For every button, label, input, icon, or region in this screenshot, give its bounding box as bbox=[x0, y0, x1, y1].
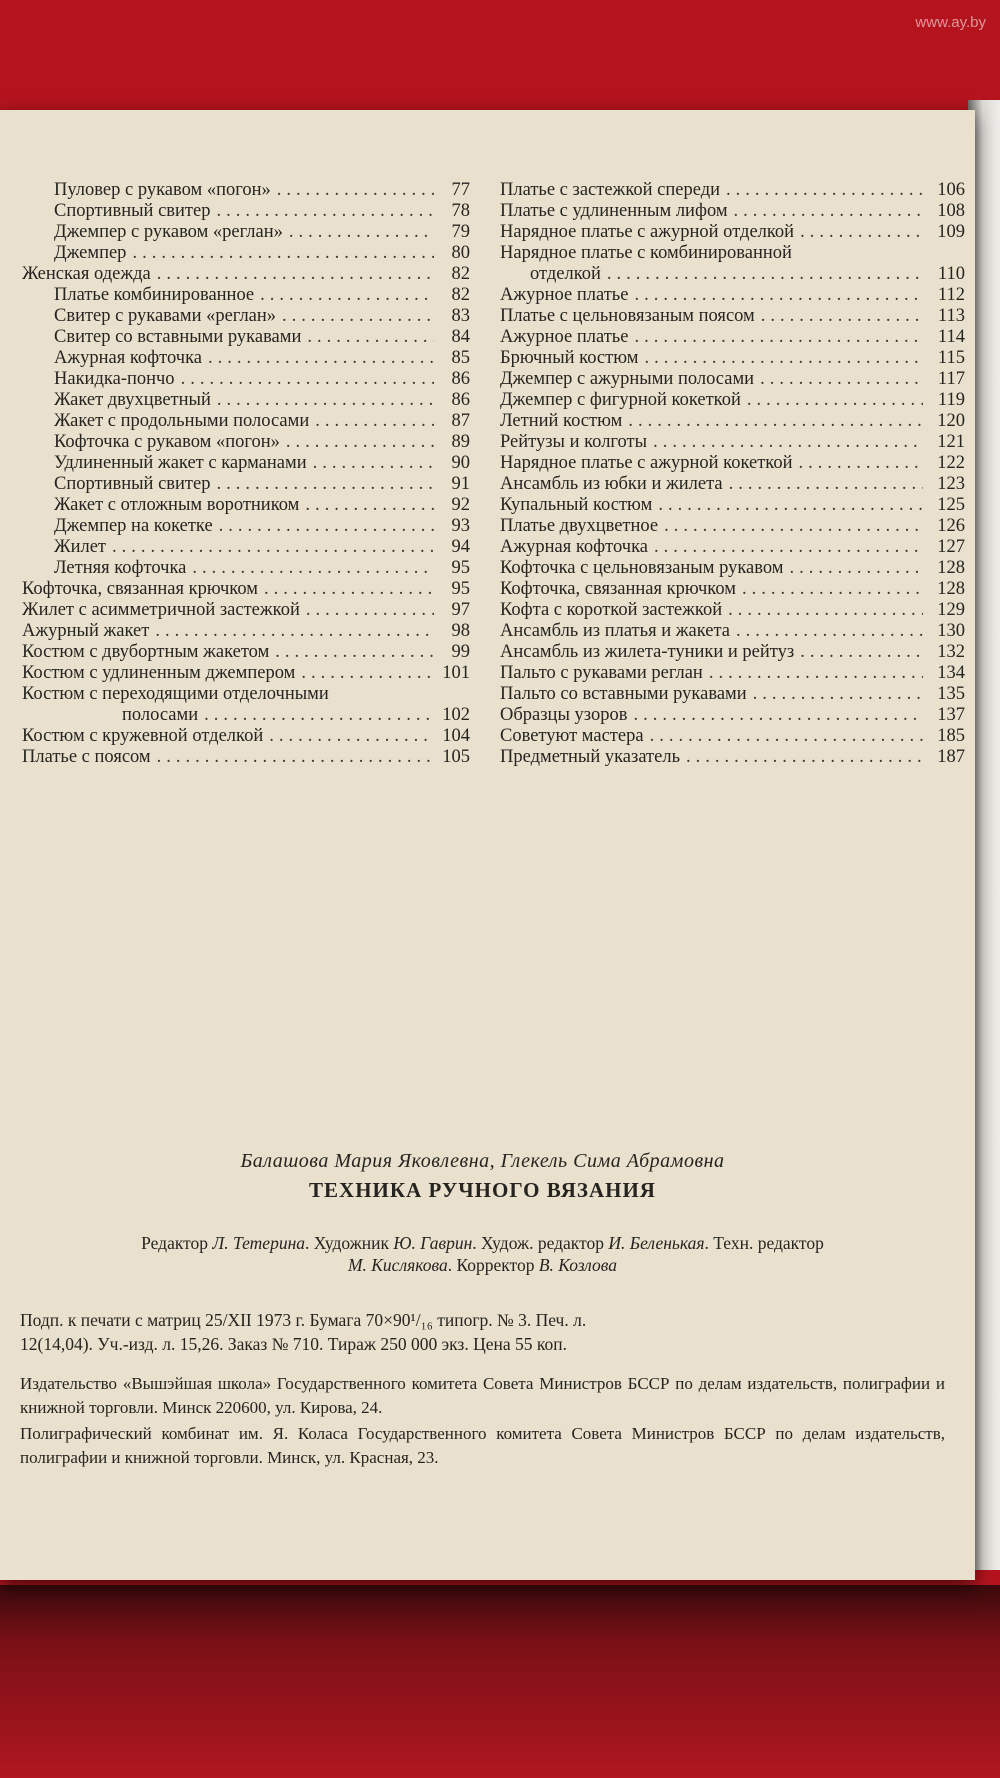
toc-entry bbox=[500, 285, 965, 306]
toc-entry-page: 86 bbox=[451, 369, 470, 389]
toc-entry-title: Платье с застежкой спереди bbox=[500, 180, 721, 200]
toc-entry-title: Костюм с переходящими отделочными bbox=[22, 684, 329, 704]
toc-leader-dots bbox=[654, 537, 923, 558]
toc-entry-title: Предметный указатель bbox=[500, 747, 681, 767]
toc-leader-dots bbox=[607, 264, 923, 285]
toc-leader-dots bbox=[633, 705, 923, 726]
toc-entry-title: Жакет двухцветный bbox=[54, 390, 211, 410]
toc-entry-title: Костюм с кружевной отделкой bbox=[22, 726, 264, 746]
toc-entry-title: отделкой bbox=[530, 264, 601, 284]
imprint-line-2: 12(14,04). Уч.-изд. л. 15,26. Заказ № 710. Тираж 250 000 экз. Цена 55 коп. bbox=[20, 1334, 567, 1354]
toc-entry-title: Ансамбль из юбки и жилета bbox=[500, 474, 723, 494]
toc-leader-dots bbox=[800, 222, 923, 243]
toc-entry-page: 79 bbox=[451, 222, 470, 242]
toc-entry-title: Кофточка с цельновязаным рукавом bbox=[500, 558, 784, 578]
toc-leader-dots bbox=[306, 600, 434, 621]
toc-entry-title: Джемпер bbox=[54, 243, 127, 263]
publisher-info: Издательство «Вышэйшая школа» Государственного комитета Совета Министров БССР по делам издательств, полиграфии и книжной торговли. Минск 220600, ул. Кирова, 24. bbox=[20, 1374, 945, 1417]
toc-leader-dots bbox=[650, 726, 923, 747]
toc-entry-page: 117 bbox=[937, 369, 965, 389]
toc-leader-dots bbox=[728, 600, 923, 621]
toc-entry-page: 83 bbox=[451, 306, 470, 326]
toc-entry-title: Советуют мастера bbox=[500, 726, 644, 746]
toc-entry-title: Ажурное платье bbox=[500, 285, 629, 305]
toc-entry-page: 85 bbox=[451, 348, 470, 368]
toc-entry-page: 130 bbox=[937, 621, 965, 641]
toc-entry bbox=[500, 684, 965, 705]
toc-entry bbox=[22, 600, 470, 621]
toc-entry-title: Жакет с отложным воротником bbox=[54, 495, 300, 515]
toc-entry-title: Ажурное платье bbox=[500, 327, 629, 347]
toc-entry bbox=[22, 705, 470, 726]
toc-entry bbox=[22, 579, 470, 600]
editor-name: Л. Тетерина bbox=[212, 1233, 305, 1253]
toc-leader-dots bbox=[216, 201, 434, 222]
toc-entry-page: 108 bbox=[937, 201, 965, 221]
tech-editor-name: М. Кислякова bbox=[347, 1255, 448, 1275]
toc-entry bbox=[22, 726, 470, 747]
toc-leader-dots bbox=[634, 285, 923, 306]
toc-entry bbox=[22, 285, 470, 306]
toc-entry-page: 94 bbox=[451, 537, 470, 557]
art-editor-label: Худож. редактор bbox=[481, 1233, 604, 1253]
toc-entry bbox=[500, 390, 965, 411]
toc-entry bbox=[22, 306, 470, 327]
toc-entry-title: Ажурный жакет bbox=[22, 621, 150, 641]
toc-entry-title: Платье с цельновязаным поясом bbox=[500, 306, 755, 326]
toc-entry-title: Летний костюм bbox=[500, 411, 623, 431]
toc-entry-title: Костюм с удлиненным джемпером bbox=[22, 663, 296, 683]
toc-entry-title: Пуловер с рукавом «погон» bbox=[54, 180, 271, 200]
toc-entry bbox=[500, 180, 965, 201]
toc-leader-dots bbox=[112, 537, 434, 558]
toc-entry-title: полосами bbox=[122, 705, 199, 725]
toc-leader-dots bbox=[286, 432, 434, 453]
toc-leader-dots bbox=[157, 264, 434, 285]
toc-entry bbox=[500, 453, 965, 474]
toc-entry-page: 128 bbox=[937, 558, 965, 578]
toc-entry bbox=[500, 306, 965, 327]
toc-leader-dots bbox=[301, 663, 434, 684]
toc-entry-page: 125 bbox=[937, 495, 965, 515]
book-page bbox=[0, 110, 975, 1580]
toc-entry bbox=[500, 243, 965, 264]
toc-entry-page: 90 bbox=[451, 453, 470, 473]
toc-entry bbox=[22, 474, 470, 495]
toc-entry bbox=[22, 495, 470, 516]
toc-entry-page: 109 bbox=[937, 222, 965, 242]
toc-entry-title: Пальто со вставными рукавами bbox=[500, 684, 747, 704]
toc-entry bbox=[22, 243, 470, 264]
toc-entry-page: 123 bbox=[937, 474, 965, 494]
toc-entry bbox=[22, 537, 470, 558]
toc-leader-dots bbox=[181, 369, 434, 390]
toc-entry-page: 114 bbox=[937, 327, 965, 347]
toc-entry bbox=[22, 264, 470, 285]
toc-leader-dots bbox=[761, 306, 923, 327]
printer-info: Полиграфический комбинат им. Я. Коласа Государственного комитета Совета Министров БССР по делам издательств, полиграфии и книжной торговли. Минск, ул. Красная, 23. bbox=[20, 1424, 945, 1467]
toc-leader-dots bbox=[789, 558, 923, 579]
toc-entry-page: 87 bbox=[451, 411, 470, 431]
toc-entry-title: Купальный костюм bbox=[500, 495, 653, 515]
toc-leader-dots bbox=[726, 180, 923, 201]
toc-leader-dots bbox=[219, 516, 434, 537]
toc-entry-page: 95 bbox=[451, 579, 470, 599]
toc-entry bbox=[500, 495, 965, 516]
toc-entry bbox=[22, 348, 470, 369]
toc-entry-page: 84 bbox=[451, 327, 470, 347]
toc-entry-page: 132 bbox=[937, 642, 965, 662]
toc-entry-page: 112 bbox=[937, 285, 965, 305]
tech-editor-label: Техн. редактор bbox=[713, 1233, 824, 1253]
toc-entry-page: 91 bbox=[451, 474, 470, 494]
toc-entry-page: 95 bbox=[451, 558, 470, 578]
toc-leader-dots bbox=[313, 453, 434, 474]
toc-entry bbox=[500, 726, 965, 747]
toc-entry bbox=[22, 369, 470, 390]
toc-entry bbox=[500, 201, 965, 222]
toc-entry-title: Кофточка, связанная крючком bbox=[22, 579, 258, 599]
toc-entry bbox=[22, 390, 470, 411]
toc-entry-title: Ансамбль из жилета-туники и рейтуз bbox=[500, 642, 795, 662]
toc-entry-page: 98 bbox=[451, 621, 470, 641]
toc-leader-dots bbox=[734, 201, 923, 222]
toc-leader-dots bbox=[216, 474, 434, 495]
toc-entry bbox=[22, 684, 470, 705]
toc-entry-title: Джемпер с ажурными полосами bbox=[500, 369, 755, 389]
toc-leader-dots bbox=[742, 579, 923, 600]
toc-entry-page: 101 bbox=[442, 663, 470, 683]
toc-entry-page: 92 bbox=[451, 495, 470, 515]
toc-leader-dots bbox=[204, 705, 434, 726]
toc-entry-page: 78 bbox=[451, 201, 470, 221]
toc-entry bbox=[500, 579, 965, 600]
toc-leader-dots bbox=[664, 516, 923, 537]
editor-label: Редактор bbox=[141, 1233, 209, 1253]
toc-leader-dots bbox=[132, 243, 434, 264]
toc-entry-page: 80 bbox=[451, 243, 470, 263]
toc-entry bbox=[22, 558, 470, 579]
toc-column-left bbox=[22, 180, 470, 768]
toc-entry bbox=[22, 201, 470, 222]
toc-leader-dots bbox=[653, 432, 923, 453]
toc-leader-dots bbox=[760, 369, 923, 390]
toc-leader-dots bbox=[282, 306, 434, 327]
toc-entry bbox=[22, 432, 470, 453]
artist-name: Ю. Гаврин bbox=[393, 1233, 473, 1253]
toc-entry-page: 129 bbox=[937, 600, 965, 620]
toc-entry-title: Ансамбль из платья и жакета bbox=[500, 621, 730, 641]
credits-line-2: М. Кислякова. Корректор В. Козлова bbox=[347, 1255, 617, 1275]
toc-entry-title: Нарядное платье с ажурной отделкой bbox=[500, 222, 795, 242]
toc-leader-dots bbox=[753, 684, 923, 705]
toc-entry bbox=[22, 516, 470, 537]
toc-leader-dots bbox=[307, 327, 434, 348]
toc-entry-title: Платье с поясом bbox=[22, 747, 151, 767]
toc-entry bbox=[500, 327, 965, 348]
toc-entry-page: 104 bbox=[442, 726, 470, 746]
credits bbox=[20, 1232, 945, 1276]
toc-entry bbox=[500, 600, 965, 621]
toc-entry-title: Жилет с асимметричной застежкой bbox=[22, 600, 300, 620]
toc-entry bbox=[500, 642, 965, 663]
toc-entry-page: 185 bbox=[937, 726, 965, 746]
proofreader-name: В. Козлова bbox=[538, 1255, 617, 1275]
toc-entry bbox=[22, 642, 470, 663]
toc-leader-dots bbox=[686, 747, 923, 768]
toc-entry bbox=[22, 327, 470, 348]
toc-entry-page: 99 bbox=[451, 642, 470, 662]
toc-leader-dots bbox=[800, 642, 923, 663]
toc-entry-page: 134 bbox=[937, 663, 965, 683]
toc-entry bbox=[500, 222, 965, 243]
toc-entry-title: Рейтузы и колготы bbox=[500, 432, 648, 452]
toc-entry bbox=[500, 264, 965, 285]
toc-leader-dots bbox=[217, 390, 434, 411]
toc-entry-page: 82 bbox=[451, 285, 470, 305]
toc-entry bbox=[500, 474, 965, 495]
toc-entry bbox=[500, 348, 965, 369]
toc-entry-title: Нарядное платье с комбинированной bbox=[500, 243, 792, 263]
toc-entry-page: 89 bbox=[451, 432, 470, 452]
toc-leader-dots bbox=[729, 474, 923, 495]
toc-entry-page: 77 bbox=[451, 180, 470, 200]
toc-leader-dots bbox=[275, 642, 434, 663]
toc-entry bbox=[500, 432, 965, 453]
toc-entry-title: Кофточка с рукавом «погон» bbox=[54, 432, 280, 452]
toc-entry-page: 86 bbox=[451, 390, 470, 410]
toc-entry-title: Удлиненный жакет с карманами bbox=[54, 453, 307, 473]
table-surface bbox=[0, 1585, 1000, 1778]
toc-leader-dots bbox=[799, 453, 923, 474]
toc-leader-dots bbox=[269, 726, 434, 747]
toc-entry-title: Платье двухцветное bbox=[500, 516, 659, 536]
toc-entry-page: 93 bbox=[451, 516, 470, 536]
toc-leader-dots bbox=[709, 663, 923, 684]
imprint-line-1: Подп. к печати с матриц 25/XII 1973 г. Бумага 70×90¹/₁₆ типогр. № 3. Печ. л. bbox=[20, 1310, 587, 1330]
toc-entry bbox=[500, 516, 965, 537]
toc-entry-title: Платье с удлиненным лифом bbox=[500, 201, 728, 221]
toc-entry bbox=[500, 747, 965, 768]
toc-entry-page: 119 bbox=[937, 390, 965, 410]
toc-entry-page: 105 bbox=[442, 747, 470, 767]
toc-leader-dots bbox=[645, 348, 924, 369]
toc-leader-dots bbox=[264, 579, 434, 600]
toc-entry-title: Свитер со вставными рукавами bbox=[54, 327, 302, 347]
toc-entry-page: 121 bbox=[937, 432, 965, 452]
toc-entry-title: Образцы узоров bbox=[500, 705, 628, 725]
toc-entry-page: 126 bbox=[937, 516, 965, 536]
toc-entry-page: 97 bbox=[451, 600, 470, 620]
toc-entry bbox=[500, 558, 965, 579]
toc-leader-dots bbox=[192, 558, 434, 579]
toc-entry-title: Женская одежда bbox=[22, 264, 151, 284]
toc-entry-title: Пальто с рукавами реглан bbox=[500, 663, 703, 683]
toc-entry bbox=[500, 411, 965, 432]
toc-leader-dots bbox=[208, 348, 434, 369]
toc-leader-dots bbox=[736, 621, 923, 642]
toc-entry-page: 102 bbox=[442, 705, 470, 725]
toc-entry bbox=[500, 663, 965, 684]
toc-leader-dots bbox=[747, 390, 923, 411]
toc-entry-page: 135 bbox=[937, 684, 965, 704]
toc-entry-page: 106 bbox=[937, 180, 965, 200]
art-editor-name: И. Беленькая bbox=[608, 1233, 705, 1253]
toc-entry-title: Джемпер с фигурной кокеткой bbox=[500, 390, 741, 410]
toc-entry-title: Ажурная кофточка bbox=[54, 348, 203, 368]
toc-leader-dots bbox=[315, 411, 434, 432]
toc-entry-title: Костюм с двубортным жакетом bbox=[22, 642, 270, 662]
toc-leader-dots bbox=[289, 222, 434, 243]
toc-entry-page: 110 bbox=[937, 264, 965, 284]
toc-entry-page: 128 bbox=[937, 579, 965, 599]
toc-entry bbox=[500, 369, 965, 390]
toc-entry bbox=[22, 222, 470, 243]
toc-leader-dots bbox=[658, 495, 923, 516]
toc-entry-page: 122 bbox=[937, 453, 965, 473]
print-imprint bbox=[20, 1308, 945, 1356]
toc-entry bbox=[500, 621, 965, 642]
toc-entry-page: 115 bbox=[937, 348, 965, 368]
toc-entry bbox=[500, 705, 965, 726]
toc-entry-title: Ажурная кофточка bbox=[500, 537, 649, 557]
toc-leader-dots bbox=[155, 621, 434, 642]
artist-label: Художник bbox=[313, 1233, 390, 1253]
toc-entry bbox=[22, 621, 470, 642]
watermark: www.ay.by bbox=[915, 14, 986, 31]
toc-entry-page: 113 bbox=[937, 306, 965, 326]
toc-entry bbox=[500, 537, 965, 558]
toc-entry bbox=[22, 663, 470, 684]
toc-entry-title: Кофточка, связанная крючком bbox=[500, 579, 736, 599]
toc-entry-title: Спортивный свитер bbox=[54, 474, 211, 494]
toc-entry-title: Нарядное платье с ажурной кокеткой bbox=[500, 453, 793, 473]
toc-entry bbox=[22, 747, 470, 768]
toc-entry-title: Кофта с короткой застежкой bbox=[500, 600, 723, 620]
toc-leader-dots bbox=[305, 495, 434, 516]
toc-entry-title: Свитер с рукавами «реглан» bbox=[54, 306, 277, 326]
toc-entry-page: 120 bbox=[937, 411, 965, 431]
credits-line-1: Редактор Л. Тетерина. Художник Ю. Гаврин. Худож. редактор И. Беленькая. Техн. редактор bbox=[141, 1233, 824, 1253]
book-authors: Балашова Мария Яковлевна, Глекель Сима Абрамовна bbox=[240, 1150, 725, 1172]
toc-entry bbox=[22, 180, 470, 201]
toc-entry bbox=[22, 453, 470, 474]
toc-entry-title: Брючный костюм bbox=[500, 348, 639, 368]
toc-entry-title: Накидка-пончо bbox=[54, 369, 175, 389]
toc-leader-dots bbox=[634, 327, 923, 348]
toc-leader-dots bbox=[628, 411, 923, 432]
toc-leader-dots bbox=[260, 285, 434, 306]
toc-entry-page: 127 bbox=[937, 537, 965, 557]
toc-entry-title: Жакет с продольными полосами bbox=[54, 411, 310, 431]
toc-entry-page: 137 bbox=[937, 705, 965, 725]
toc-column-right bbox=[500, 180, 965, 768]
toc-entry-title: Жилет bbox=[54, 537, 107, 557]
toc-entry-page: 82 bbox=[451, 264, 470, 284]
toc-entry-title: Летняя кофточка bbox=[54, 558, 187, 578]
toc-entry-title: Спортивный свитер bbox=[54, 201, 211, 221]
toc-entry-title: Платье комбинированное bbox=[54, 285, 255, 305]
proofreader-label: Корректор bbox=[456, 1255, 535, 1275]
toc-leader-dots bbox=[277, 180, 434, 201]
toc-entry bbox=[22, 411, 470, 432]
toc-entry-title: Джемпер с рукавом «реглан» bbox=[54, 222, 283, 242]
toc-leader-dots bbox=[157, 747, 434, 768]
toc-entry-page: 187 bbox=[937, 747, 965, 767]
toc-entry-title: Джемпер на кокетке bbox=[54, 516, 213, 536]
book-title: ТЕХНИКА РУЧНОГО ВЯЗАНИЯ bbox=[309, 1178, 656, 1202]
